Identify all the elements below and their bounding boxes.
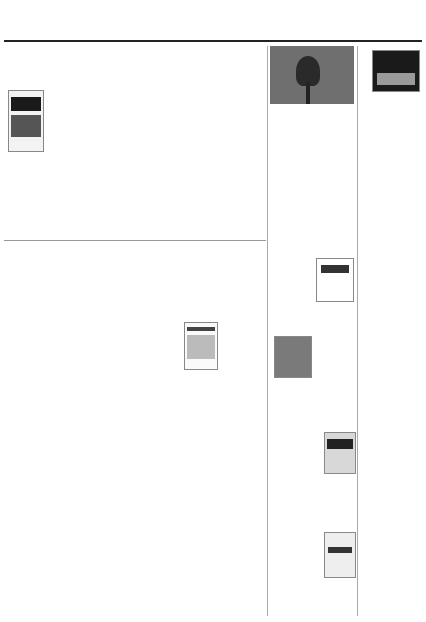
sidebar-item-body-5 xyxy=(272,530,322,614)
masthead-rule xyxy=(4,40,422,42)
divider-top-mid xyxy=(4,240,266,241)
article-mid-body-2 xyxy=(71,352,131,614)
article-top-body-4 xyxy=(226,90,264,230)
divider-right-col xyxy=(357,46,358,616)
article-top-body-1 xyxy=(46,90,104,230)
book-cover-greenspan xyxy=(372,50,420,92)
article-right-body-1 xyxy=(360,116,422,614)
book-cover-eastasia xyxy=(184,322,218,370)
masthead xyxy=(0,0,426,46)
article-mid-body-4 xyxy=(197,372,265,614)
tree-photo xyxy=(270,46,354,104)
book-cover-nation xyxy=(324,432,356,474)
divider-left-col xyxy=(267,46,268,616)
book-cover-behavior xyxy=(316,258,354,302)
sidebar-item-body-1 xyxy=(272,124,354,212)
book-cover-csr xyxy=(274,336,312,378)
article-top-body-2 xyxy=(106,90,164,230)
book-cover-money xyxy=(8,90,44,152)
sidebar-item-body-3 xyxy=(272,380,354,414)
sidebar-item-body-4 xyxy=(272,428,322,518)
article-top-body-3 xyxy=(166,90,224,230)
article-mid-body-1 xyxy=(8,352,68,614)
article-mid-body-3 xyxy=(134,372,194,614)
article-top-body-5 xyxy=(8,156,42,230)
book-cover-know xyxy=(324,532,356,578)
